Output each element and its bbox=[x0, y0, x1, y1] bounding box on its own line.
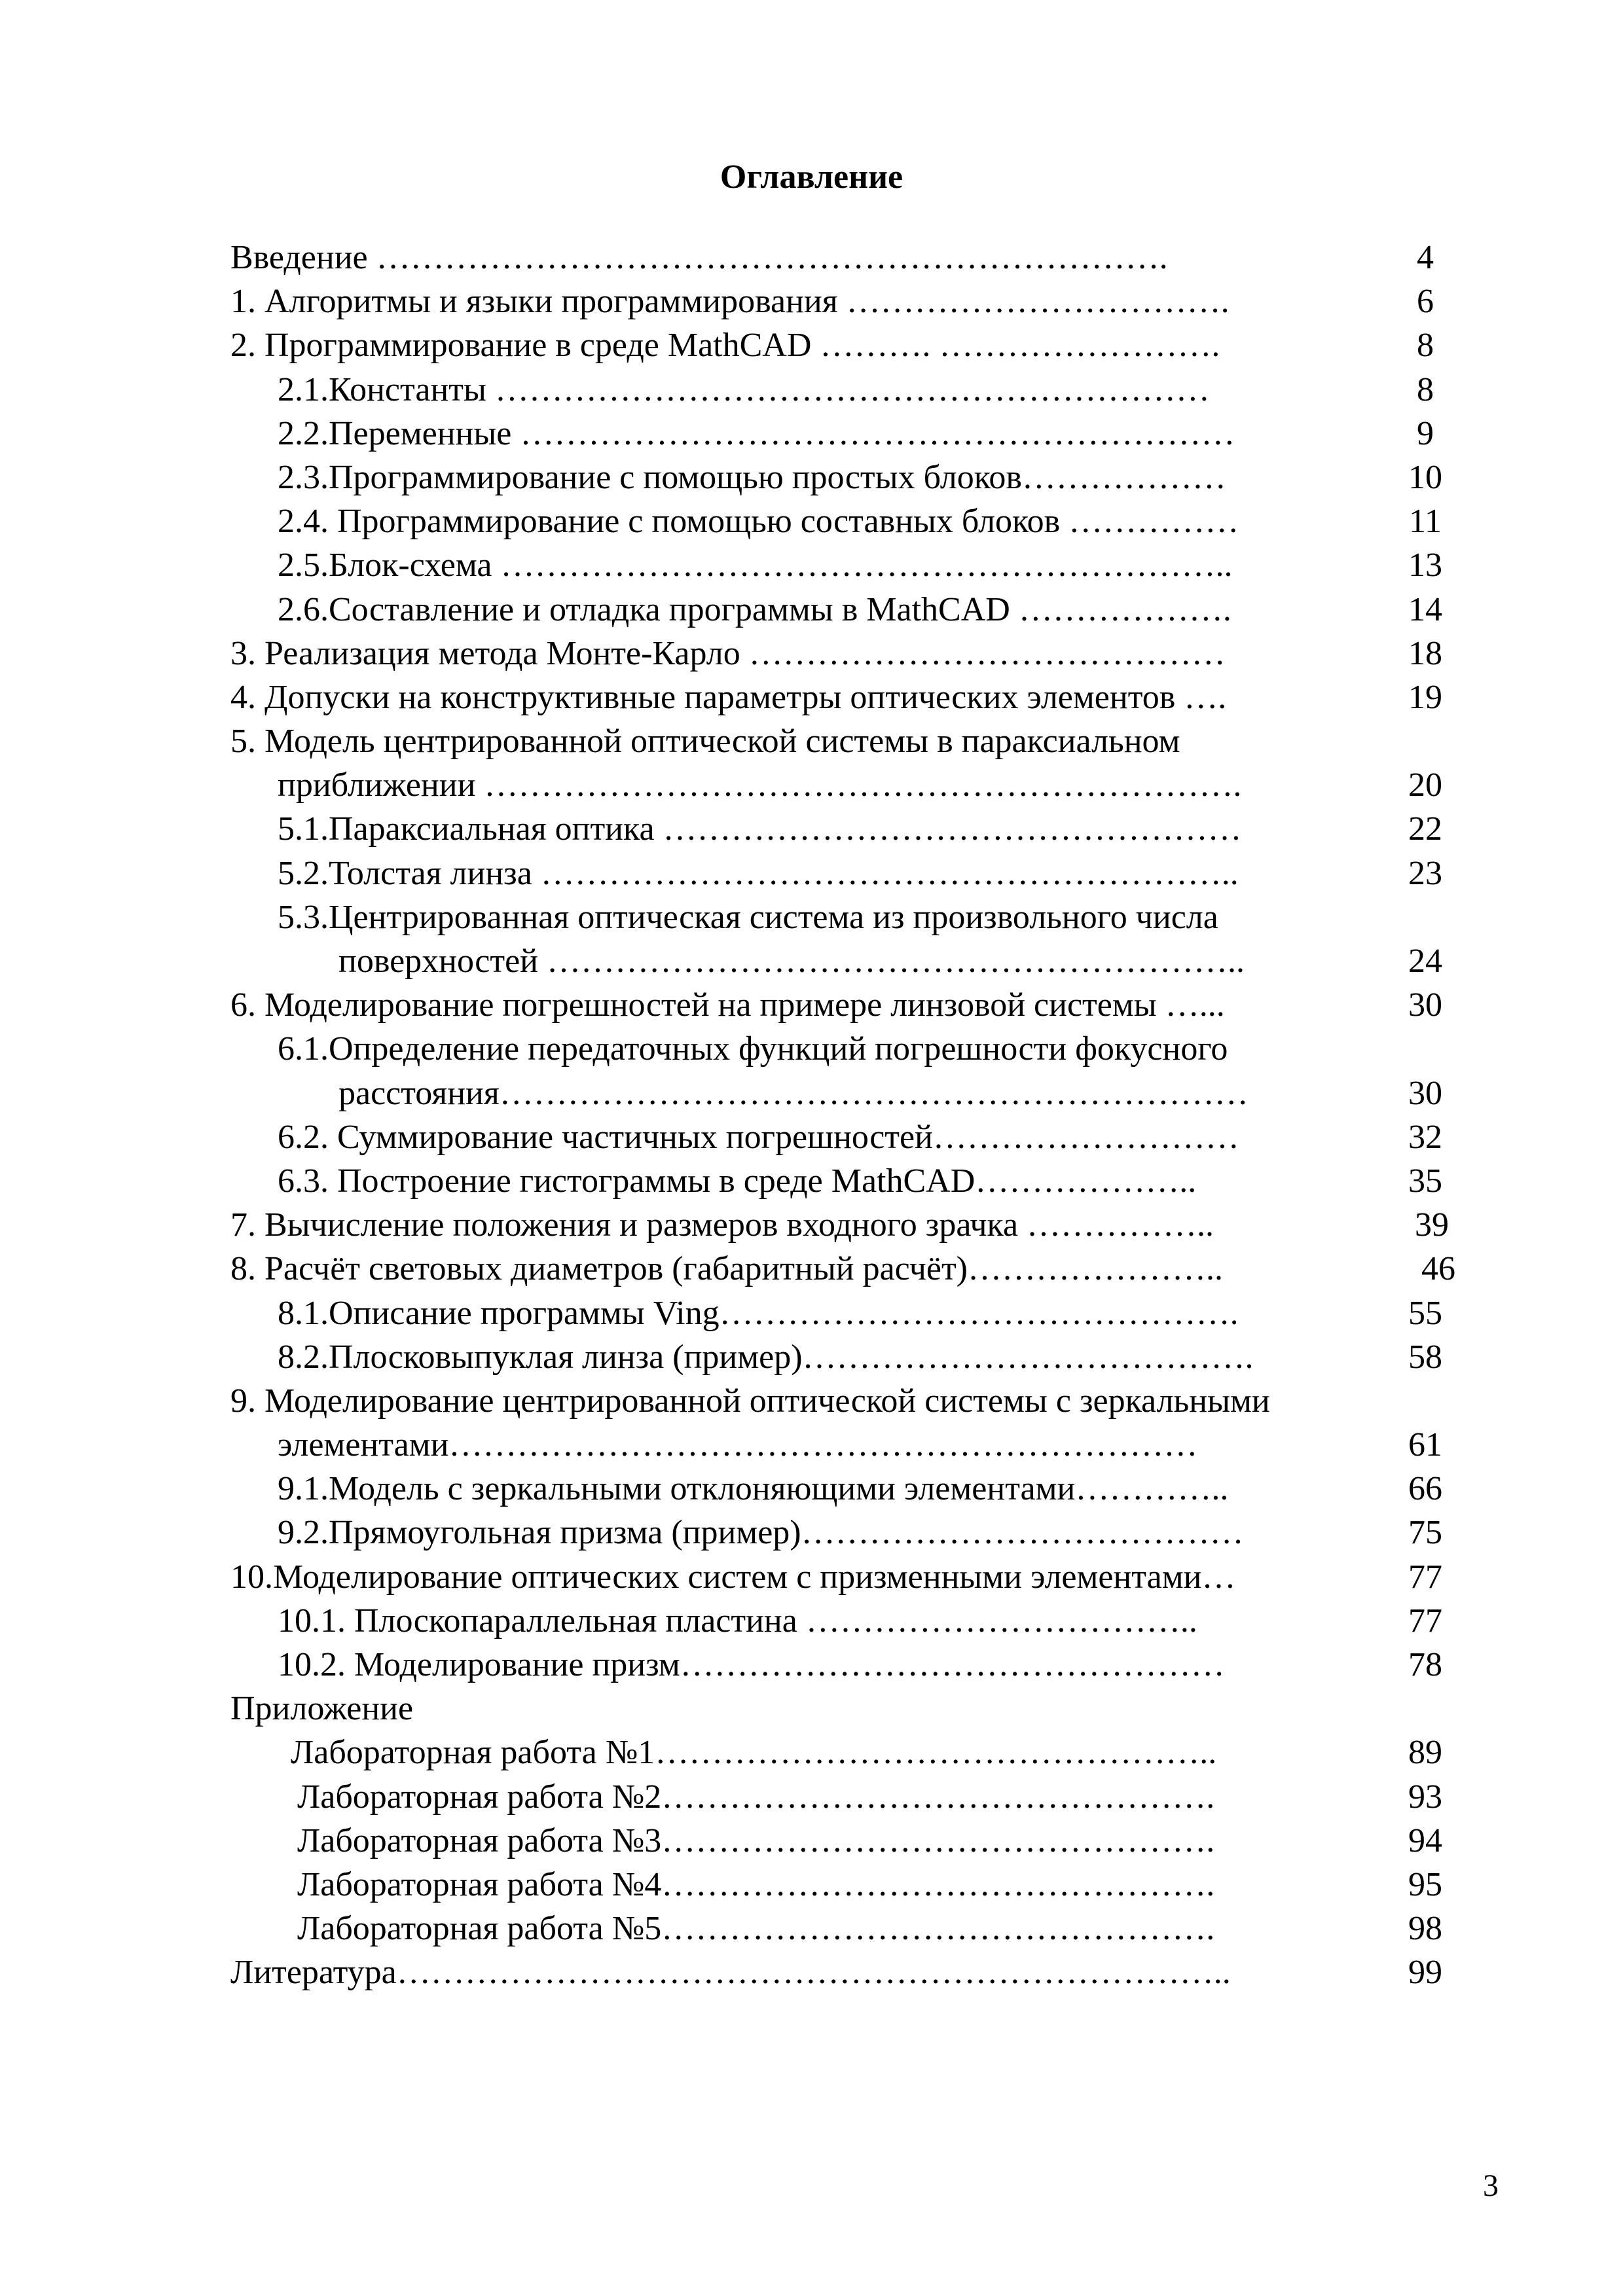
toc-entry bbox=[230, 1159, 1442, 1203]
toc-entry-page: 66 bbox=[1408, 1470, 1442, 1508]
toc-entry-page: 23 bbox=[1408, 854, 1442, 892]
toc-entry bbox=[230, 499, 1442, 543]
toc-entry bbox=[230, 895, 1435, 939]
toc-entry-page: 55 bbox=[1408, 1294, 1442, 1332]
toc-entry bbox=[230, 1467, 1442, 1511]
toc-entry-title: Лабораторная работа №3…………………………………………. bbox=[297, 1821, 1215, 1859]
toc-entry bbox=[230, 1643, 1442, 1687]
toc-entry bbox=[230, 852, 1442, 895]
toc-entry-title: элементами………………………………………………………… bbox=[278, 1426, 1198, 1464]
toc-entry-page: 24 bbox=[1408, 942, 1442, 980]
toc-entry-page: 77 bbox=[1408, 1558, 1442, 1596]
table-of-contents bbox=[230, 236, 1455, 1995]
toc-entry bbox=[230, 588, 1442, 632]
toc-entry-page: 19 bbox=[1408, 678, 1442, 716]
toc-entry-title: 2.3.Программирование с помощью простых блоков……………… bbox=[278, 458, 1226, 496]
toc-entry-title: 6. Моделирование погрешностей на примере линзовой системы …... bbox=[230, 986, 1225, 1024]
toc-entry-page: 75 bbox=[1408, 1514, 1442, 1552]
toc-entry bbox=[230, 1291, 1442, 1335]
toc-entry-title: 8. Расчёт световых диаметров (габаритный расчёт)………………….. bbox=[230, 1250, 1223, 1288]
toc-entry bbox=[230, 763, 1442, 807]
toc-entry-page: 35 bbox=[1408, 1162, 1442, 1200]
toc-entry bbox=[230, 1027, 1435, 1071]
toc-entry-title: 6.3. Построение гистограммы в среде MathCAD……………….. bbox=[278, 1162, 1197, 1200]
toc-entry-title: 10.Моделирование оптических систем с призменными элементами… bbox=[230, 1558, 1236, 1596]
toc-entry-title: Лабораторная работа №4…………………………………………. bbox=[297, 1865, 1215, 1903]
toc-entry-page: 8 bbox=[1417, 327, 1434, 365]
toc-entry bbox=[230, 412, 1435, 456]
toc-entry-title: 4. Допуски на конструктивные параметры оптических элементов …. bbox=[230, 678, 1227, 716]
toc-entry-title: 10.2. Моделирование призм………………………………………… bbox=[278, 1646, 1225, 1683]
toc-entry bbox=[230, 1511, 1442, 1554]
toc-entry-page: 10 bbox=[1408, 458, 1442, 496]
toc-entry-page: 9 bbox=[1417, 414, 1434, 452]
toc-entry-page: 61 bbox=[1408, 1426, 1442, 1464]
toc-entry-page: 58 bbox=[1408, 1338, 1442, 1376]
toc-entry-page: 14 bbox=[1408, 590, 1442, 628]
toc-entry bbox=[230, 1335, 1442, 1379]
toc-entry-title: 10.1. Плоскопараллельная пластина …………………………….. bbox=[278, 1602, 1197, 1640]
toc-entry-page: 22 bbox=[1408, 810, 1442, 848]
toc-entry-title: 9.2.Прямоугольная призма (пример)………………………………… bbox=[278, 1514, 1244, 1552]
toc-entry bbox=[230, 1687, 1435, 1731]
toc-entry-title: поверхностей …………………………………………………….. bbox=[338, 942, 1245, 980]
toc-entry-title: 9.1.Модель с зеркальными отклоняющими элементами………….. bbox=[278, 1470, 1229, 1508]
toc-entry bbox=[230, 236, 1435, 279]
toc-entry-page: 77 bbox=[1408, 1602, 1442, 1640]
toc-entry-title: Лабораторная работа №1………………………………………….. bbox=[291, 1734, 1217, 1772]
toc-entry-title: Приложение bbox=[230, 1690, 414, 1728]
toc-entry-title: 2.1.Константы ……………………………………………………… bbox=[278, 370, 1210, 408]
toc-entry bbox=[230, 279, 1435, 323]
toc-entry-page: 99 bbox=[1408, 1954, 1442, 1992]
toc-entry bbox=[230, 632, 1442, 675]
toc-entry-page: 94 bbox=[1408, 1821, 1442, 1859]
toc-entry-title: 6.2. Суммирование частичных погрешностей……………………… bbox=[278, 1118, 1239, 1156]
toc-entry-title: 2. Программирование в среде MathCAD ………. ……………………. bbox=[230, 327, 1220, 365]
toc-entry-page: 89 bbox=[1408, 1734, 1442, 1772]
toc-entry bbox=[230, 543, 1442, 587]
toc-entry-title: Лабораторная работа №2…………………………………………. bbox=[297, 1778, 1215, 1816]
toc-entry-title: Литература……………………………………………………………….. bbox=[230, 1954, 1231, 1992]
toc-entry-title: 1. Алгоритмы и языки программирования ……………………………. bbox=[230, 283, 1230, 321]
toc-entry bbox=[230, 1555, 1442, 1599]
toc-entry-page: 6 bbox=[1417, 283, 1434, 321]
toc-entry-title: 3. Реализация метода Монте-Карло …………………………………… bbox=[230, 634, 1226, 672]
toc-entry-page: 11 bbox=[1408, 503, 1442, 541]
toc-entry bbox=[230, 1863, 1442, 1907]
toc-entry bbox=[230, 939, 1442, 983]
toc-entry-page: 30 bbox=[1408, 986, 1442, 1024]
toc-entry-title: 8.1.Описание программы Ving………………………………………. bbox=[278, 1294, 1239, 1332]
toc-entry-title: 5.2.Толстая линза …………………………………………………….. bbox=[278, 854, 1239, 892]
toc-entry-title: 5. Модель центрированной оптической системы в параксиальном bbox=[230, 723, 1180, 761]
toc-entry-page: 46 bbox=[1421, 1250, 1455, 1288]
toc-entry-title: Введение ……………………………………………………………. bbox=[230, 239, 1168, 276]
toc-entry-page: 98 bbox=[1408, 1910, 1442, 1948]
toc-entry bbox=[230, 1379, 1435, 1423]
toc-entry-title: 2.6.Составление и отладка программы в MathCAD ………………. bbox=[278, 590, 1231, 628]
toc-entry bbox=[230, 1423, 1442, 1467]
toc-entry-title: 7. Вычисление положения и размеров входного зрачка …………….. bbox=[230, 1206, 1214, 1244]
toc-entry-page: 32 bbox=[1408, 1118, 1442, 1156]
toc-entry-title: 6.1.Определение передаточных функций погрешности фокусного bbox=[278, 1030, 1228, 1068]
toc-entry bbox=[230, 807, 1442, 851]
toc-entry-title: приближении …………………………………………………………. bbox=[278, 766, 1242, 804]
toc-entry bbox=[230, 1115, 1442, 1159]
toc-entry-title: Лабораторная работа №5…………………………………………. bbox=[297, 1910, 1215, 1948]
toc-entry-title: 5.3.Центрированная оптическая система из произвольного числа bbox=[278, 898, 1218, 936]
toc-entry bbox=[230, 1775, 1442, 1819]
toc-entry-title: 8.2.Плосковыпуклая линза (пример)…………………………………. bbox=[278, 1338, 1254, 1376]
toc-entry-page: 93 bbox=[1408, 1778, 1442, 1816]
toc-entry bbox=[230, 1731, 1442, 1774]
toc-entry bbox=[230, 983, 1442, 1027]
toc-entry-title: 2.5.Блок-схема ……………………………………………………….. bbox=[278, 547, 1233, 584]
toc-entry-page: 8 bbox=[1417, 370, 1434, 408]
toc-entry bbox=[230, 323, 1435, 367]
toc-entry-title: расстояния………………………………………………………… bbox=[338, 1074, 1249, 1112]
toc-entry-page: 13 bbox=[1408, 547, 1442, 584]
toc-entry bbox=[230, 1203, 1449, 1247]
toc-entry-page: 78 bbox=[1408, 1646, 1442, 1683]
toc-entry-page: 95 bbox=[1408, 1865, 1442, 1903]
toc-entry bbox=[230, 1819, 1442, 1863]
toc-entry-page: 4 bbox=[1417, 239, 1434, 276]
toc-entry bbox=[230, 456, 1442, 499]
toc-entry-page: 30 bbox=[1408, 1074, 1442, 1112]
toc-entry bbox=[230, 719, 1435, 763]
toc-entry-page: 20 bbox=[1408, 766, 1442, 804]
page-number: 3 bbox=[1483, 2168, 1499, 2203]
toc-entry bbox=[230, 1599, 1442, 1643]
toc-entry-title: 2.4. Программирование с помощью составных блоков …………… bbox=[278, 503, 1239, 541]
toc-entry bbox=[230, 368, 1435, 412]
toc-entry-title: 5.1.Параксиальная оптика …………………………………………… bbox=[278, 810, 1242, 848]
toc-entry bbox=[230, 1950, 1442, 1994]
toc-entry-title: 9. Моделирование центрированной оптической системы с зеркальными bbox=[230, 1382, 1270, 1420]
toc-entry-page: 39 bbox=[1415, 1206, 1449, 1244]
toc-entry-title: 2.2.Переменные ……………………………………………………… bbox=[278, 414, 1235, 452]
toc-entry bbox=[230, 1247, 1455, 1291]
page-title: Оглавление bbox=[720, 158, 903, 196]
toc-entry bbox=[230, 1071, 1442, 1115]
toc-entry bbox=[230, 1907, 1442, 1950]
toc-entry-page: 18 bbox=[1408, 634, 1442, 672]
toc-entry bbox=[230, 675, 1442, 719]
